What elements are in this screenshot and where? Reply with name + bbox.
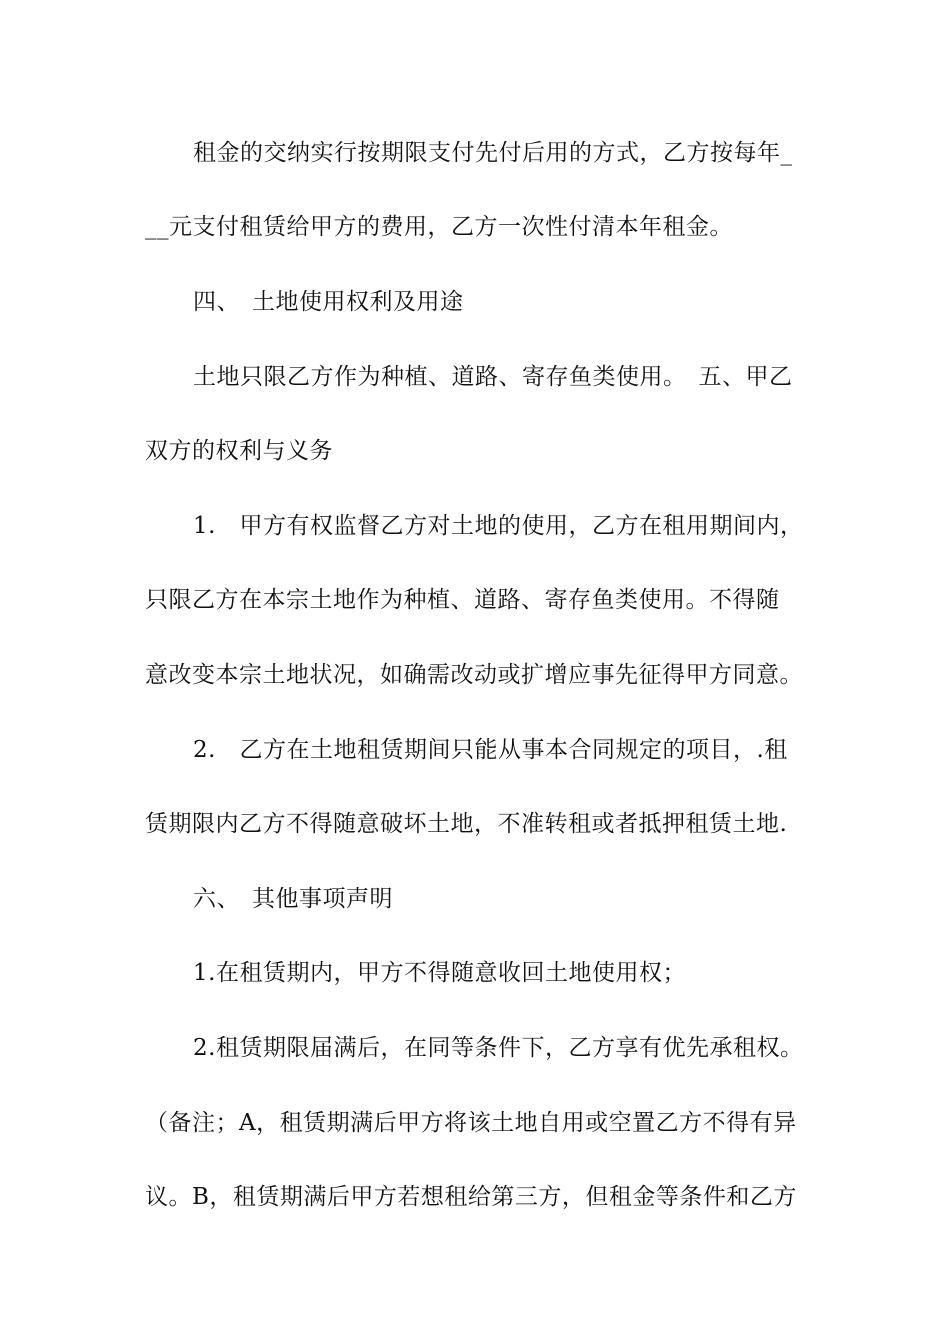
text-line-note-1: （备注；A，租赁期满后甲方将该土地自用或空置乙方不得有异 [145, 1110, 797, 1136]
section-heading-other-matters: 六、 其他事项声明 [193, 886, 393, 912]
text-line-land-use-1: 土地只限乙方作为种植、道路、寄存鱼类使用。 五、甲乙 [193, 364, 793, 390]
text-line-rent-payment-2: __元支付租赁给甲方的费用，乙方一次性付清本年租金。 [145, 214, 733, 240]
text-line-other-2: 2.租赁期限届满后，在同等条件下，乙方享有优先承租权。 [193, 1035, 804, 1061]
text-line-rent-payment-1: 租金的交纳实行按期限支付先付后用的方式，乙方按每年_ [193, 140, 793, 166]
text-line-note-2: 议。B，租赁期满后甲方若想租给第三方，但租金等条件和乙方 [145, 1184, 797, 1210]
text-line-land-use-2: 双方的权利与义务 [145, 438, 333, 464]
section-heading-land-use: 四、 土地使用权利及用途 [193, 289, 464, 315]
text-line-item-1-b: 只限乙方在本宗土地作为种植、道路、寄存鱼类使用。不得随 [145, 587, 780, 613]
text-line-item-2-a: 2. 乙方在土地租赁期间只能从事本合同规定的项目，.租 [193, 737, 788, 763]
text-line-item-1-a: 1. 甲方有权监督乙方对土地的使用，乙方在租用期间内， [193, 513, 804, 539]
text-line-item-1-c: 意改变本宗土地状况，如确需改动或扩增应事先征得甲方同意。 [145, 662, 803, 688]
text-line-other-1: 1.在租赁期内，甲方不得随意收回土地使用权； [193, 960, 686, 986]
text-line-item-2-b: 赁期限内乙方不得随意破坏土地，不准转租或者抵押租赁土地. [145, 811, 788, 837]
